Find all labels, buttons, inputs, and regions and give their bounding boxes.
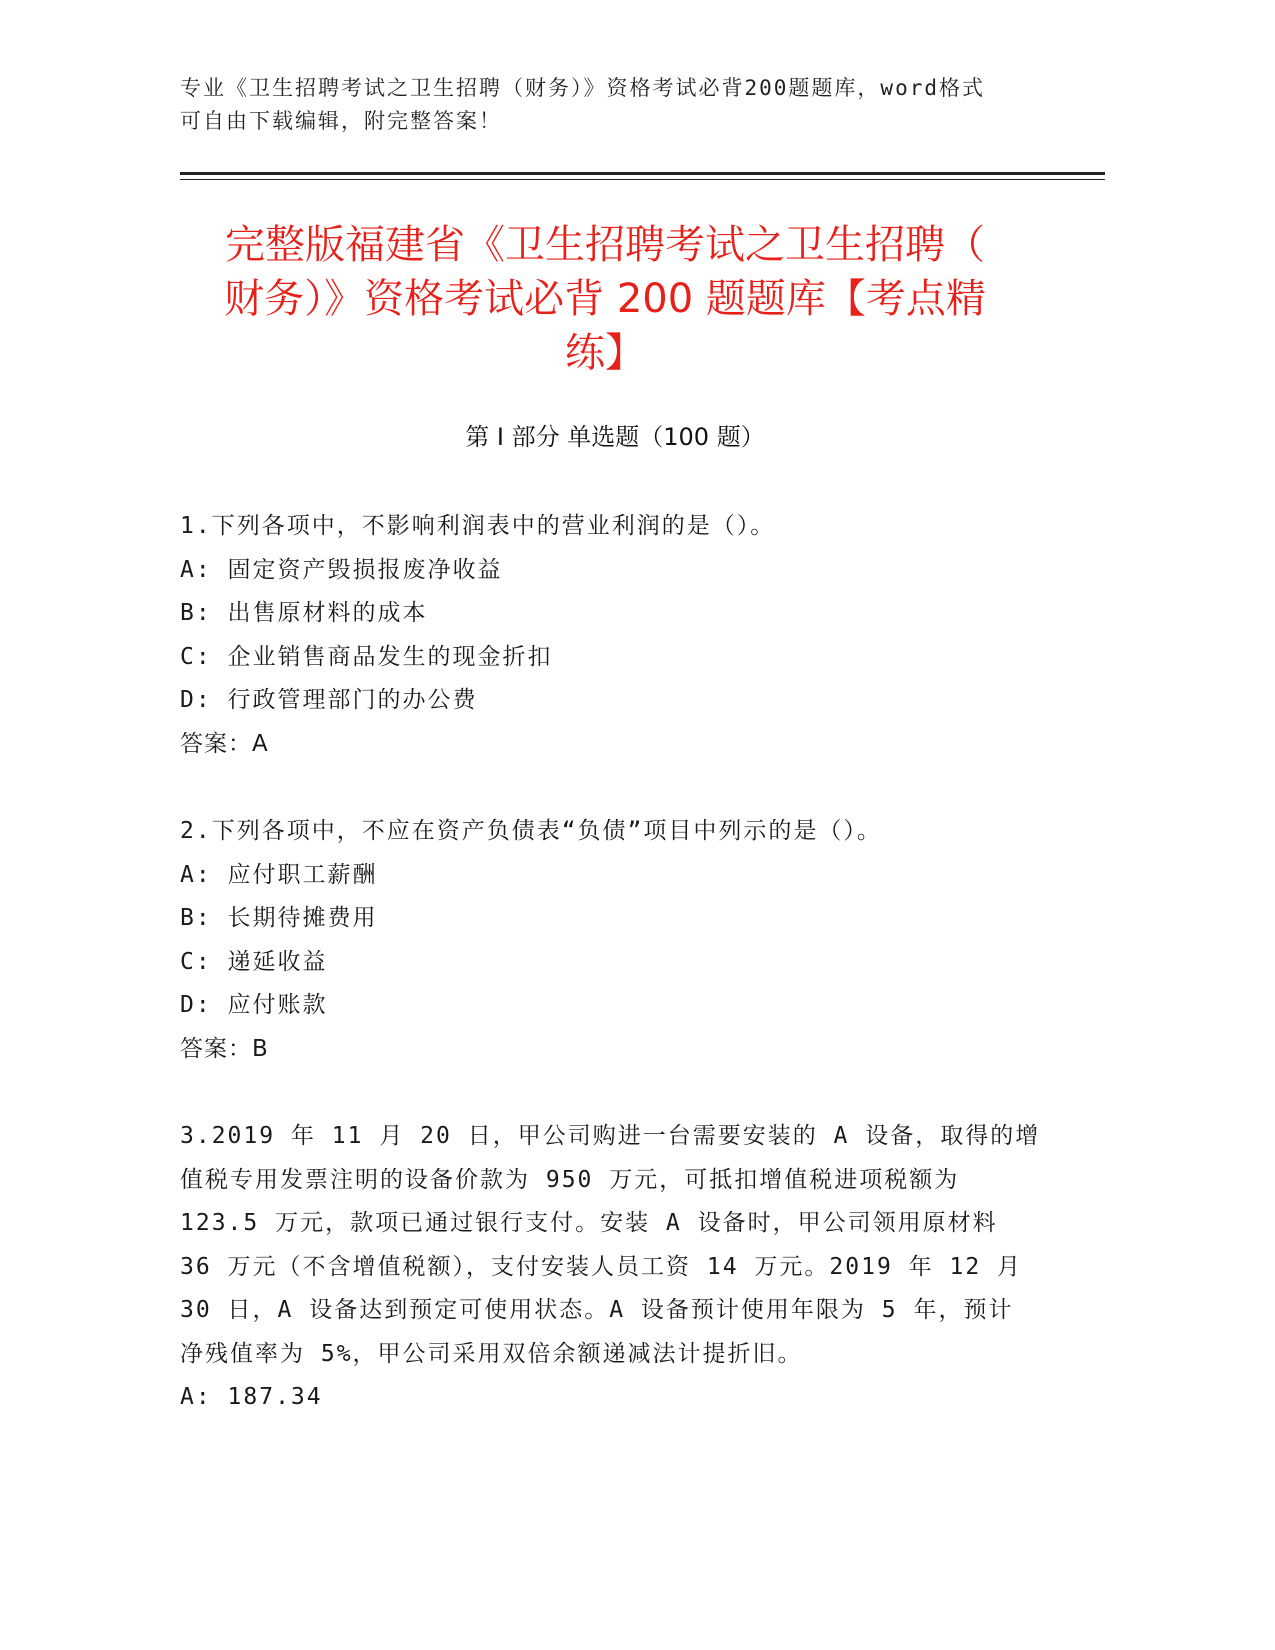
question-stem-line: 值税专用发票注明的设备价款为 950 万元，可抵扣增值税进项税额为 xyxy=(180,1166,960,1193)
option-c: C: 企业销售商品发生的现金折扣 xyxy=(180,643,553,670)
option-d: D: 应付账款 xyxy=(180,992,328,1018)
option-a: A: 应付职工薪酬 xyxy=(180,861,378,888)
header-note-line-1: 专业《卫生招聘考试之卫生招聘（财务）》资格考试必背200题题库，word格式 xyxy=(180,76,985,100)
question-2 xyxy=(180,810,1060,1071)
question-list xyxy=(180,505,1060,1420)
header-note-line-2: 可自由下载编辑，附完整答案！ xyxy=(180,109,502,133)
header-note xyxy=(180,72,1040,138)
header-divider-thick xyxy=(180,172,1105,175)
option-d: D: 行政管理部门的办公费 xyxy=(180,687,478,713)
document-title-line-2: 财务）》资格考试必背 200 题题库【考点精 xyxy=(224,276,986,322)
option-c: C: 递延收益 xyxy=(180,948,328,975)
question-spacer xyxy=(180,766,1060,810)
option-a: A: 固定资产毁损报废净收益 xyxy=(180,556,503,583)
section-heading: 第 I 部分 单选题（100 题） xyxy=(465,423,765,451)
answer: 答案：A xyxy=(180,730,269,757)
question-stem-line: 30 日，A 设备达到预定可使用状态。A 设备预计使用年限为 5 年，预计 xyxy=(180,1297,1014,1323)
answer: 答案：B xyxy=(180,1035,269,1062)
question-spacer xyxy=(180,1071,1060,1115)
question-stem-line: 36 万元（不含增值税额），支付安装人员工资 14 万元。2019 年 12 月 xyxy=(180,1253,1023,1280)
question-stem: 2.下列各项中，不应在资产负债表“负债”项目中列示的是（）。 xyxy=(180,818,882,844)
question-stem-line: 3.2019 年 11 月 20 日，甲公司购进一台需要安装的 A 设备，取得的增 xyxy=(180,1123,1041,1149)
option-a: A: 187.34 xyxy=(180,1384,323,1410)
question-stem: 1.下列各项中，不影响利润表中的营业利润的是（）。 xyxy=(180,513,776,539)
document-title xyxy=(170,218,1040,380)
question-1 xyxy=(180,505,1060,766)
option-b: B: 出售原材料的成本 xyxy=(180,600,428,626)
option-b: B: 长期待摊费用 xyxy=(180,905,378,931)
document-title-line-1: 完整版福建省《卫生招聘考试之卫生招聘（ xyxy=(225,222,985,268)
document-title-line-3: 练】 xyxy=(565,330,645,376)
header-divider-thin xyxy=(180,179,1105,180)
question-stem-line: 净残值率为 5%，甲公司采用双倍余额递减法计提折旧。 xyxy=(180,1340,803,1367)
question-stem-line: 123.5 万元，款项已通过银行支付。安装 A 设备时，甲公司领用原材料 xyxy=(180,1210,998,1236)
question-3 xyxy=(180,1115,1060,1420)
